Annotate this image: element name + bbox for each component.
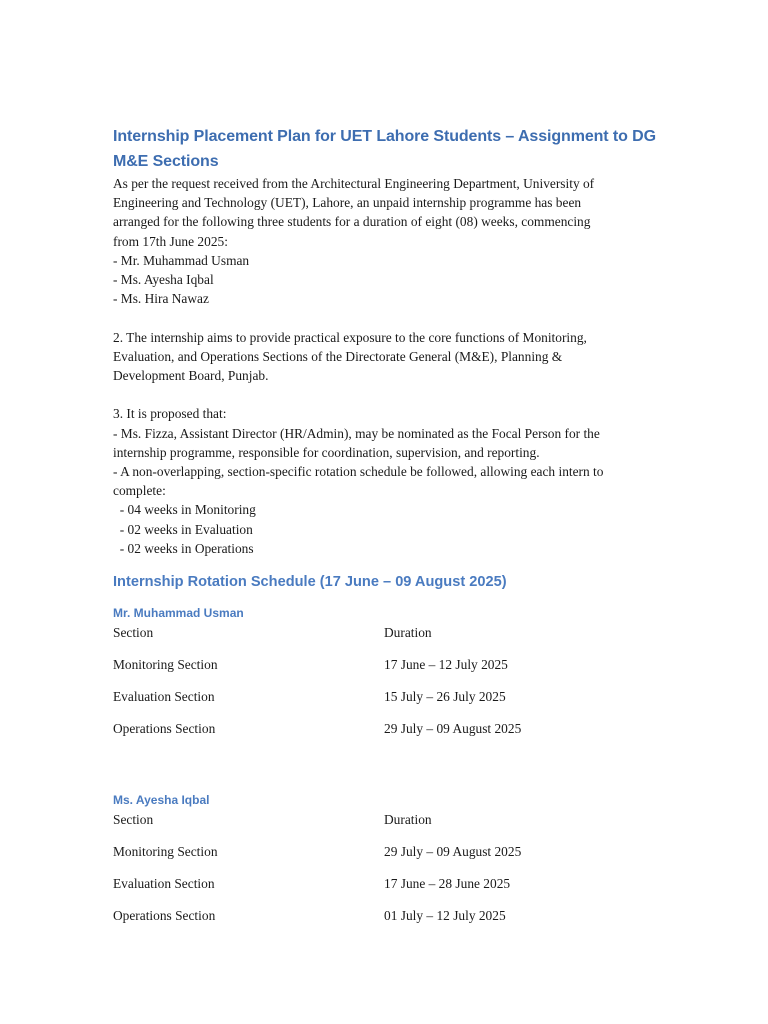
duration-column-header: Duration [384,625,432,641]
duration-cell: 01 July – 12 July 2025 [384,908,506,924]
paragraph-spacer [113,308,673,327]
rotation-item: - 04 weeks in Monitoring [113,502,256,518]
paragraph-3-line: - Ms. Fizza, Assistant Director (HR/Admin), may be nominated as the Focal Person for the [113,425,600,441]
schedule-header-row [113,623,673,642]
student-list-item: - Ms. Ayesha Iqbal [113,272,214,288]
rotation-item: - 02 weeks in Evaluation [113,521,253,537]
intro-line: arranged for the following three students for a duration of eight (08) weeks, commencing [113,214,591,230]
section-column-header: Section [113,625,154,641]
section-cell: Evaluation Section [113,689,215,705]
schedule-row [113,874,673,893]
section-cell: Operations Section [113,721,216,737]
intro-line: from 17th June 2025: [113,233,228,249]
duration-cell: 15 July – 26 July 2025 [384,689,506,705]
intern-schedule [113,605,673,738]
intern-name: Mr. Muhammad Usman [113,606,244,621]
intern-schedule [113,792,673,925]
section-cell: Monitoring Section [113,657,218,673]
document-body [113,124,673,925]
student-list-item: - Mr. Muhammad Usman [113,252,250,268]
schedule-row [113,842,673,861]
schedule-row [113,719,673,738]
intro-line: As per the request received from the Architectural Engineering Department, University of [113,176,595,191]
schedule-heading: Internship Rotation Schedule (17 June – 09 August 2025) [113,574,507,591]
duration-column-header: Duration [384,812,432,828]
duration-cell: 17 June – 28 June 2025 [384,876,511,892]
intro-line: Engineering and Technology (UET), Lahore, an unpaid internship programme has been [113,195,582,211]
paragraph-3-line: complete: [113,483,166,499]
duration-cell: 29 July – 09 August 2025 [384,844,522,860]
duration-cell: 29 July – 09 August 2025 [384,721,522,737]
document-title: Internship Placement Plan for UET Lahore Students – Assignment to DG M&E Sections [113,128,656,170]
paragraph-2-line: Development Board, Punjab. [113,368,269,384]
intern-name: Ms. Ayesha Iqbal [113,793,210,808]
schedule-row [113,687,673,706]
paragraph-spacer [113,385,673,404]
section-column-header: Section [113,812,154,828]
schedule-row [113,655,673,674]
section-cell: Evaluation Section [113,876,215,892]
paragraph-3-line: internship programme, responsible for coordination, supervision, and reporting. [113,444,540,460]
rotation-item: - 02 weeks in Operations [113,540,254,556]
schedule-row [113,906,673,925]
paragraph-2-line: 2. The internship aims to provide practical exposure to the core functions of Monitoring, [113,329,587,345]
paragraph-3-line: 3. It is proposed that: [113,406,227,422]
duration-cell: 17 June – 12 July 2025 [384,657,508,673]
schedule-header-row [113,810,673,829]
section-cell: Monitoring Section [113,844,218,860]
paragraph-2-line: Evaluation, and Operations Sections of the Directorate General (M&E), Planning & [113,348,563,364]
paragraph-3-line: - A non-overlapping, section-specific rotation schedule be followed, allowing each intern to [113,464,604,480]
section-cell: Operations Section [113,908,216,924]
student-list-item: - Ms. Hira Nawaz [113,291,209,307]
